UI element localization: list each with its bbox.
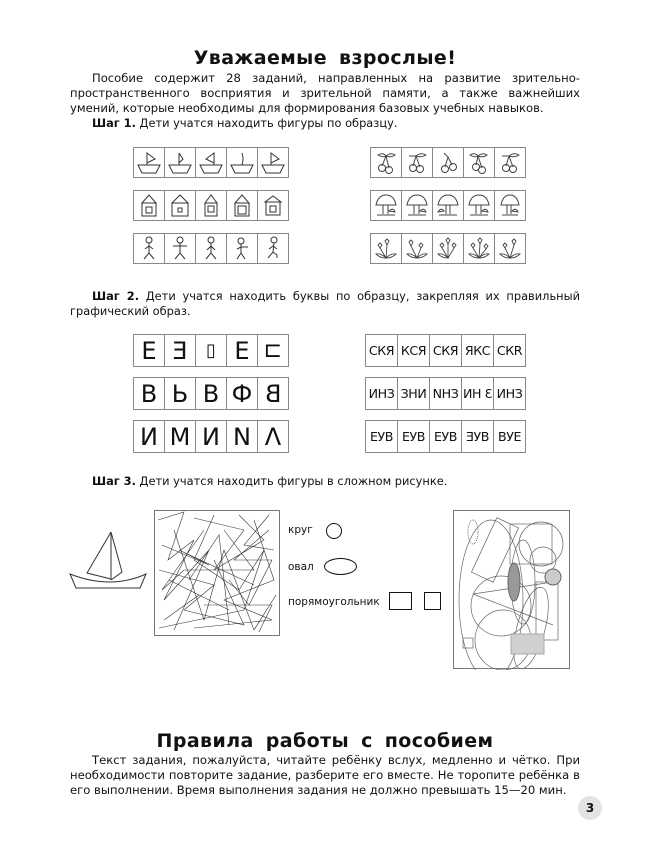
tulips-icon (465, 235, 493, 262)
word-option[interactable]: ЗНИ (397, 377, 430, 410)
letter-row-e (133, 334, 289, 367)
letter-row-v (133, 377, 289, 410)
letter-option[interactable]: В (257, 377, 289, 410)
stick-figure-option[interactable] (195, 233, 227, 264)
word-option[interactable]: NНЗ (429, 377, 462, 410)
sailboat-sample-drawing (68, 530, 150, 592)
cherries-icon (496, 149, 524, 176)
tulips-icon (403, 235, 431, 262)
word-option[interactable]: ЕУВ (397, 420, 430, 453)
house-option[interactable] (195, 190, 227, 221)
letter-option[interactable]: Е (226, 334, 258, 367)
house-option[interactable] (257, 190, 289, 221)
tulips-icon (372, 235, 400, 262)
letter-option[interactable]: Ь (164, 377, 196, 410)
word-row-sky (365, 334, 526, 367)
shape-label-circle: круг (288, 524, 313, 536)
word-option[interactable]: ЕУВ (429, 420, 462, 453)
rectangle-shape-icon (389, 592, 412, 610)
house-option[interactable] (226, 190, 258, 221)
tulips-option[interactable] (463, 233, 495, 264)
letter-option[interactable]: ⊏ (257, 334, 289, 367)
shape-label-rectangle: порямоугольник (288, 596, 380, 608)
letter-option[interactable]: Ǝ (164, 334, 196, 367)
house-icon (259, 192, 287, 219)
letter-option[interactable]: N (226, 420, 258, 453)
sailboat-icon (197, 149, 225, 176)
mushroom-option[interactable] (432, 190, 464, 221)
cherries-sample (370, 147, 402, 178)
square-shape-icon (424, 592, 441, 610)
sailboat-option[interactable] (164, 147, 196, 178)
word-row-inz (365, 377, 526, 410)
word-option[interactable]: ЯКС (461, 334, 494, 367)
shape-label-oval: овал (288, 561, 314, 573)
stick-figure-row (133, 233, 289, 264)
house-option[interactable] (164, 190, 196, 221)
cherries-row (370, 147, 526, 178)
tulips-icon (496, 235, 524, 262)
letter-sample: Е (133, 334, 165, 367)
step-1-text (92, 116, 397, 131)
stick-figure-option[interactable] (257, 233, 289, 264)
mushroom-row (370, 190, 526, 221)
step-1-label: Шаг 1. (92, 116, 136, 130)
word-row-euv (365, 420, 526, 453)
mushroom-sample (370, 190, 402, 221)
intro-paragraph: Пособие содержит 28 заданий, направленных на развитие зрительно-пространственного восприятия и зрительной памяти, а также важнейших умений, которые необходимы для формирования базовых учебных навыков. (70, 71, 580, 115)
tulips-option[interactable] (494, 233, 526, 264)
stick-figure-icon (197, 235, 225, 262)
mushroom-icon (465, 192, 493, 219)
mushroom-icon (496, 192, 524, 219)
stick-figure-option[interactable] (164, 233, 196, 264)
sailboat-icon (166, 149, 194, 176)
tulips-sample (370, 233, 402, 264)
word-option[interactable]: ИН Ɛ (461, 377, 494, 410)
sailboat-row (133, 147, 289, 178)
step-3-description: Дети учатся находить фигуры в сложном рисунке. (135, 474, 448, 488)
cherries-icon (403, 149, 431, 176)
stick-figure-option[interactable] (226, 233, 258, 264)
sailboat-option[interactable] (257, 147, 289, 178)
page-number: 3 (578, 796, 602, 820)
stick-figure-icon (135, 235, 163, 262)
letter-option[interactable]: В (195, 377, 227, 410)
sailboat-option[interactable] (226, 147, 258, 178)
mushroom-icon (372, 192, 400, 219)
letter-sample: В (133, 377, 165, 410)
sailboat-icon (228, 149, 256, 176)
step-2-label: Шаг 2. (92, 289, 140, 303)
tulips-option[interactable] (401, 233, 433, 264)
house-icon (135, 192, 163, 219)
cherries-icon (434, 149, 462, 176)
step-2-text (70, 289, 580, 319)
stick-figure-icon (259, 235, 287, 262)
cherries-option[interactable] (494, 147, 526, 178)
tulips-row (370, 233, 526, 264)
circle-shape-icon (326, 523, 342, 539)
house-icon (197, 192, 225, 219)
rules-title: Правила работы с пособием (156, 730, 494, 752)
letter-sample: И (133, 420, 165, 453)
oval-shape-icon (324, 558, 357, 575)
page-title: Уважаемые взрослые! (193, 47, 457, 69)
house-row (133, 190, 289, 221)
word-sample: ЕУВ (365, 420, 398, 453)
mushroom-option[interactable] (463, 190, 495, 221)
mushroom-option[interactable] (401, 190, 433, 221)
word-option[interactable]: ИНЗ (493, 377, 526, 410)
letter-option[interactable]: ▯ (195, 334, 227, 367)
step-1-description: Дети учатся находить фигуры по образцу. (135, 116, 398, 130)
letter-option[interactable]: М (164, 420, 196, 453)
word-option[interactable]: СКЯ (429, 334, 462, 367)
cherries-icon (372, 149, 400, 176)
step-2-description: Дети учатся находить буквы по образцу, закрепляя их правильный графический образ. (70, 289, 580, 318)
cherries-option[interactable] (463, 147, 495, 178)
step-3-text (92, 474, 447, 489)
rules-paragraph: Текст задания, пожалуйста, читайте ребёнку вслух, медленно и чётко. При необходимости повторите задание, разберите его вместе. Не торопите ребёнка в его выполнении. Время выполнения задания не должно превышать 15—20 мин. (70, 753, 580, 797)
letter-option[interactable]: Ф (226, 377, 258, 410)
mushroom-icon (434, 192, 462, 219)
cherries-option[interactable] (432, 147, 464, 178)
word-sample: ИНЗ (365, 377, 398, 410)
word-option[interactable]: КСЯ (397, 334, 430, 367)
tulips-icon (434, 235, 462, 262)
cherries-icon (465, 149, 493, 176)
word-sample: СКЯ (365, 334, 398, 367)
step-3-label: Шаг 3. (92, 474, 136, 488)
mushroom-option[interactable] (494, 190, 526, 221)
stick-figure-sample (133, 233, 165, 264)
stick-figure-icon (228, 235, 256, 262)
sailboat-icon (259, 149, 287, 176)
sailboat-icon (135, 149, 163, 176)
sailboat-sample (133, 147, 165, 178)
word-option[interactable]: СКR (493, 334, 526, 367)
overlapping-shapes-puzzle[interactable] (453, 510, 570, 670)
word-option[interactable]: ВУЕ (493, 420, 526, 453)
cherries-option[interactable] (401, 147, 433, 178)
house-icon (228, 192, 256, 219)
sailboat-option[interactable] (195, 147, 227, 178)
mushroom-icon (403, 192, 431, 219)
stick-figure-icon (166, 235, 194, 262)
tangled-lines-puzzle[interactable] (154, 510, 280, 636)
tulips-option[interactable] (432, 233, 464, 264)
letter-row-i (133, 420, 289, 453)
letter-option[interactable]: Λ (257, 420, 289, 453)
house-sample (133, 190, 165, 221)
house-icon (166, 192, 194, 219)
word-option[interactable]: ƎУВ (461, 420, 494, 453)
letter-option[interactable]: И (195, 420, 227, 453)
